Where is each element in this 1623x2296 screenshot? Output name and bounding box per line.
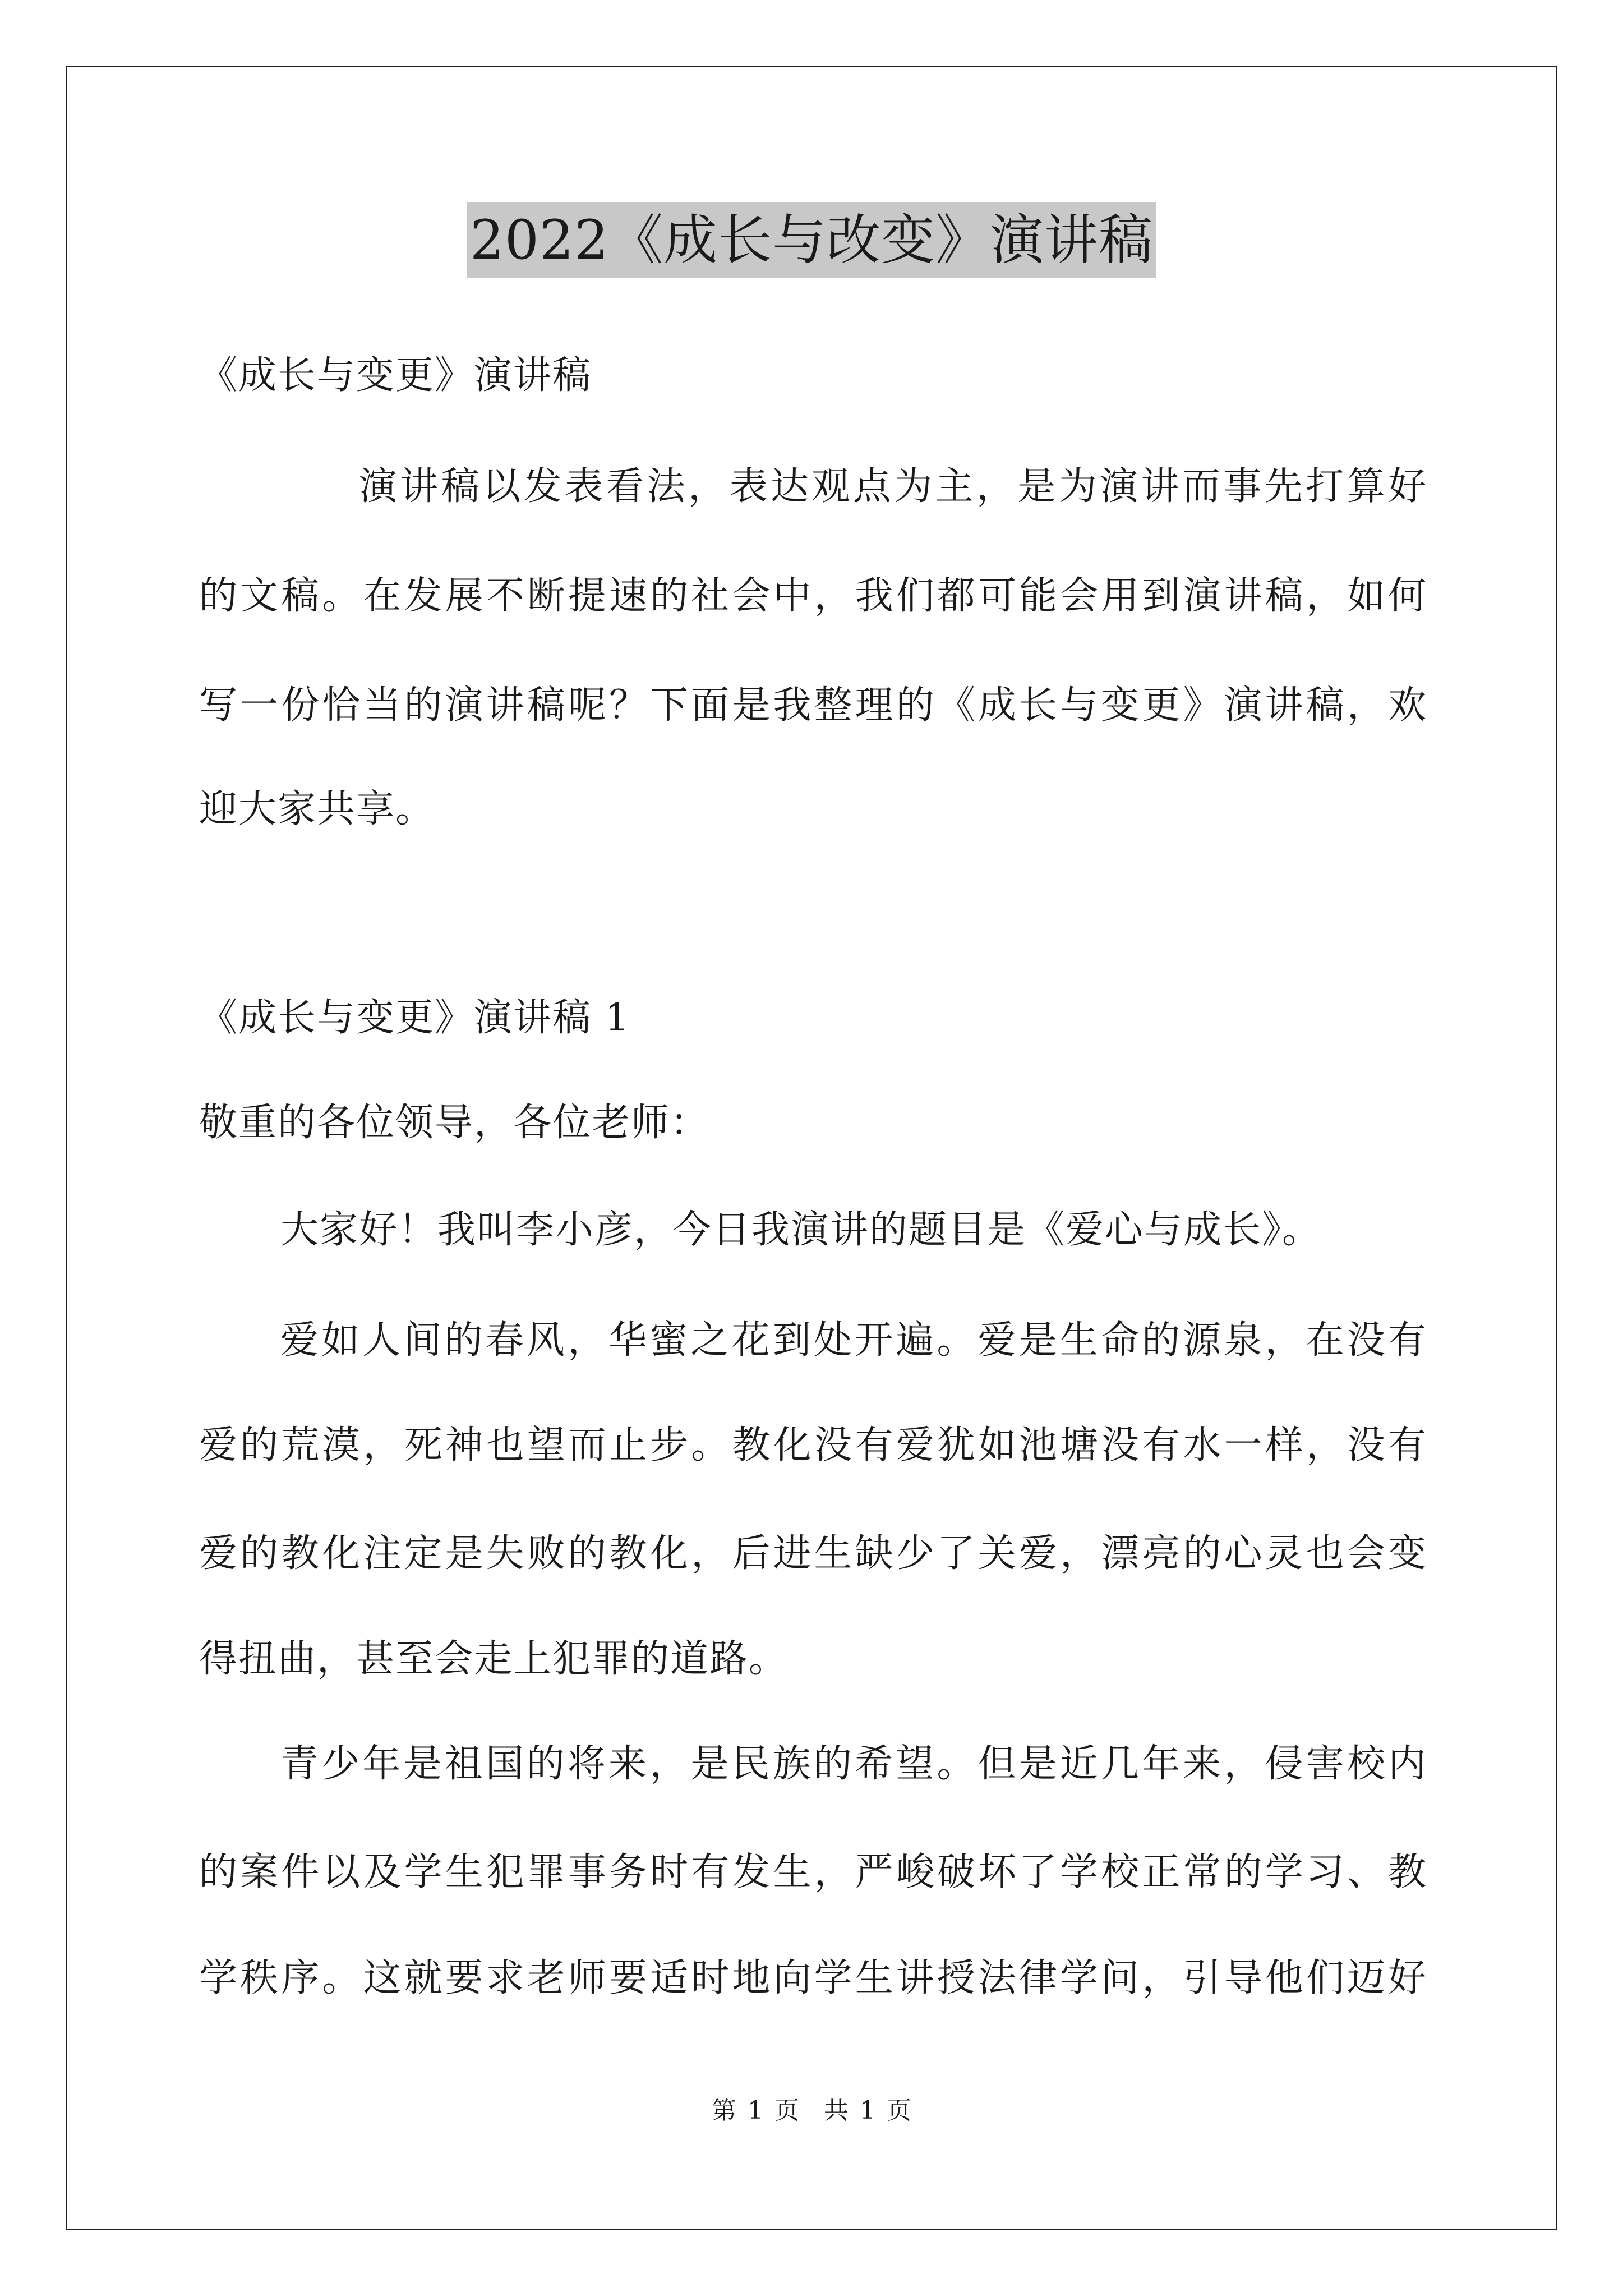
para2-line-3: 学秩序。这就要求老师要适时地向学生讲授法律学问，引导他们迈好 xyxy=(199,1956,1427,2000)
para1-line-2: 爱的荒漠，死神也望而止步。教化没有爱犹如池塘没有水一样，没有 xyxy=(199,1423,1427,1467)
intro-line-3: 写一份恰当的演讲稿呢？下面是我整理的《成长与变更》演讲稿，欢 xyxy=(199,683,1427,728)
para1-line-3: 爱的教化注定是失败的教化，后进生缺少了关爱，漂亮的心灵也会变 xyxy=(199,1531,1427,1576)
document-subtitle: 《成长与变更》演讲稿 xyxy=(199,353,592,398)
intro-line-4: 迎大家共享。 xyxy=(199,787,435,831)
intro-line-2: 的文稿。在发展不断提速的社会中，我们都可能会用到演讲稿，如何 xyxy=(199,574,1427,618)
para2-line-1: 青少年是祖国的将来，是民族的希望。但是近几年来，侵害校内 xyxy=(280,1742,1427,1786)
title-container xyxy=(0,202,1623,278)
para1-line-1: 爱如人间的春风，华蜜之花到处开遍。爱是生命的源泉，在没有 xyxy=(280,1318,1427,1363)
para2-line-2: 的案件以及学生犯罪事务时有发生，严峻破坏了学校正常的学习、教 xyxy=(199,1850,1427,1894)
intro-line-1: 演讲稿以发表看法，表达观点为主，是为演讲而事先打算好 xyxy=(359,464,1427,509)
salutation: 敬重的各位领导，各位老师： xyxy=(199,1101,710,1145)
para1-line-4: 得扭曲，甚至会走上犯罪的道路。 xyxy=(199,1637,789,1681)
section-heading: 《成长与变更》演讲稿 1 xyxy=(199,996,630,1040)
greeting: 大家好！我叫李小彦，今日我演讲的题目是《爱心与成长》。 xyxy=(280,1208,1322,1252)
page-number-footer: 第 1 页 共 1 页 xyxy=(712,2096,911,2125)
document-title: 2022《成长与改变》演讲稿 xyxy=(467,202,1156,278)
